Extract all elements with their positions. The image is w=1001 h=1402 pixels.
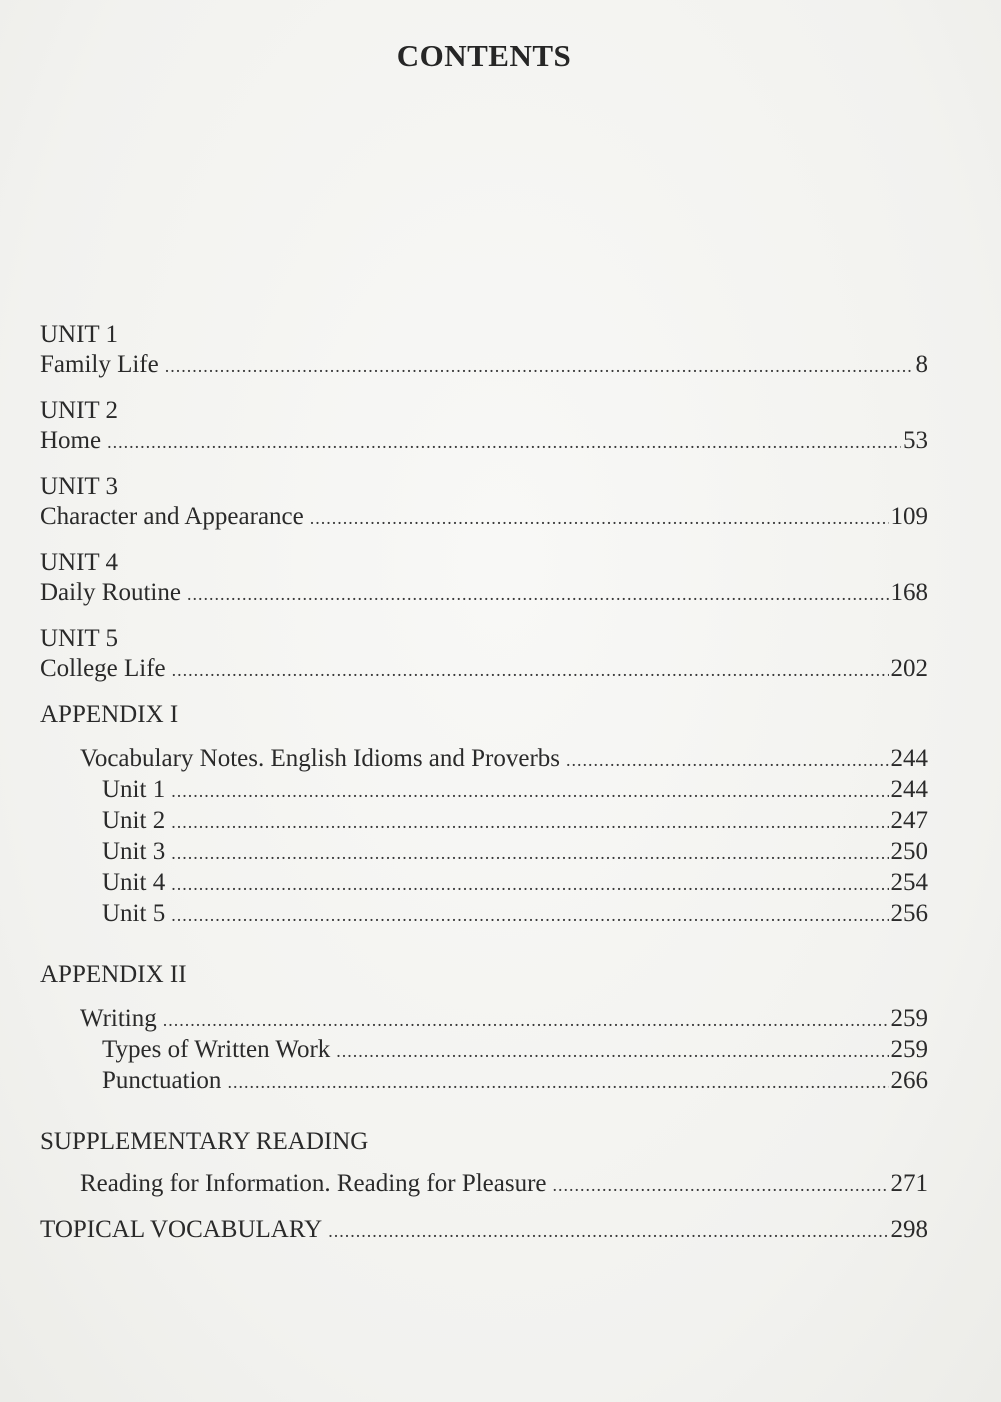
toc-appendix-2 xyxy=(40,960,928,1097)
page-number: 202 xyxy=(890,655,928,682)
page-number: 244 xyxy=(890,745,928,772)
entry-title: Vocabulary Notes. English Idioms and Proverbs xyxy=(80,745,561,772)
page-number: 254 xyxy=(890,869,928,896)
toc-unit-2 xyxy=(40,396,928,457)
dot-leader xyxy=(165,351,914,381)
entry-title: Unit 5 xyxy=(102,900,166,927)
dot-leader xyxy=(171,838,888,868)
page-number: 259 xyxy=(890,1005,928,1032)
dot-leader xyxy=(171,776,888,806)
entry-title: TOPICAL VOCABULARY xyxy=(40,1216,323,1243)
toc-entry[interactable] xyxy=(40,899,928,930)
entry-title: Unit 4 xyxy=(102,869,166,896)
page-number: 247 xyxy=(890,807,928,834)
dot-leader xyxy=(171,869,888,899)
entry-title: College Life xyxy=(40,655,166,682)
toc-unit-3 xyxy=(40,472,928,533)
page-number: 168 xyxy=(890,579,928,606)
unit-heading: UNIT 1 xyxy=(40,321,119,348)
page-number: 53 xyxy=(903,427,928,454)
page-number: 250 xyxy=(890,838,928,865)
entry-title: Daily Routine xyxy=(40,579,181,606)
toc-entry[interactable] xyxy=(40,1035,928,1066)
toc-unit-1 xyxy=(40,320,928,381)
unit-heading: UNIT 2 xyxy=(40,397,119,424)
unit-heading: UNIT 4 xyxy=(40,549,119,576)
page-number: 271 xyxy=(890,1170,928,1197)
dot-leader xyxy=(171,900,888,930)
toc-unit-5 xyxy=(40,624,928,685)
dot-leader xyxy=(171,807,888,837)
page-title: CONTENTS xyxy=(396,38,572,73)
toc-entry[interactable] xyxy=(40,806,928,837)
entry-title: Family Life xyxy=(40,351,159,378)
dot-leader xyxy=(328,1216,888,1246)
toc-entry[interactable] xyxy=(40,1169,928,1200)
entry-title: Home xyxy=(40,427,102,454)
toc-unit-4 xyxy=(40,548,928,609)
unit-heading: UNIT 5 xyxy=(40,625,119,652)
page-number: 8 xyxy=(915,351,928,378)
entry-title: Punctuation xyxy=(102,1067,222,1094)
dot-leader xyxy=(553,1170,889,1200)
toc-entry[interactable] xyxy=(40,1066,928,1097)
toc-entry[interactable] xyxy=(40,1004,928,1035)
entry-title: Unit 3 xyxy=(102,838,166,865)
appendix-heading: APPENDIX I xyxy=(40,701,179,728)
toc-entry[interactable] xyxy=(40,1215,928,1246)
toc-entry[interactable] xyxy=(40,578,928,609)
toc-entry[interactable] xyxy=(40,654,928,685)
page-number: 298 xyxy=(890,1216,928,1243)
toc-appendix-1 xyxy=(40,700,928,930)
toc-entry[interactable] xyxy=(40,350,928,381)
supplementary-heading: SUPPLEMENTARY READING xyxy=(40,1128,369,1155)
page-number: 266 xyxy=(890,1067,928,1094)
toc-entry[interactable] xyxy=(40,868,928,899)
toc-entry[interactable] xyxy=(40,426,928,457)
page-number: 244 xyxy=(890,776,928,803)
dot-leader xyxy=(107,427,901,457)
dot-leader xyxy=(336,1036,888,1066)
toc-supplementary xyxy=(40,1127,928,1200)
table-of-contents xyxy=(40,320,928,1246)
dot-leader xyxy=(172,655,889,685)
entry-title: Unit 2 xyxy=(102,807,166,834)
entry-title: Unit 1 xyxy=(102,776,166,803)
dot-leader xyxy=(566,745,888,775)
entry-title: Types of Written Work xyxy=(102,1036,331,1063)
toc-entry[interactable] xyxy=(40,744,928,775)
toc-topical xyxy=(40,1215,928,1246)
toc-entry[interactable] xyxy=(40,837,928,868)
unit-heading: UNIT 3 xyxy=(40,473,119,500)
page-number: 109 xyxy=(890,503,928,530)
dot-leader xyxy=(187,579,889,609)
toc-entry[interactable] xyxy=(40,775,928,806)
entry-title: Reading for Information. Reading for Pleasure xyxy=(80,1170,547,1197)
dot-leader xyxy=(163,1005,889,1035)
entry-title: Character and Appearance xyxy=(40,503,304,530)
appendix-heading: APPENDIX II xyxy=(40,961,187,988)
page-number: 259 xyxy=(890,1036,928,1063)
entry-title: Writing xyxy=(80,1005,157,1032)
dot-leader xyxy=(227,1067,888,1097)
page-number: 256 xyxy=(890,900,928,927)
toc-entry[interactable] xyxy=(40,502,928,533)
dot-leader xyxy=(310,503,889,533)
